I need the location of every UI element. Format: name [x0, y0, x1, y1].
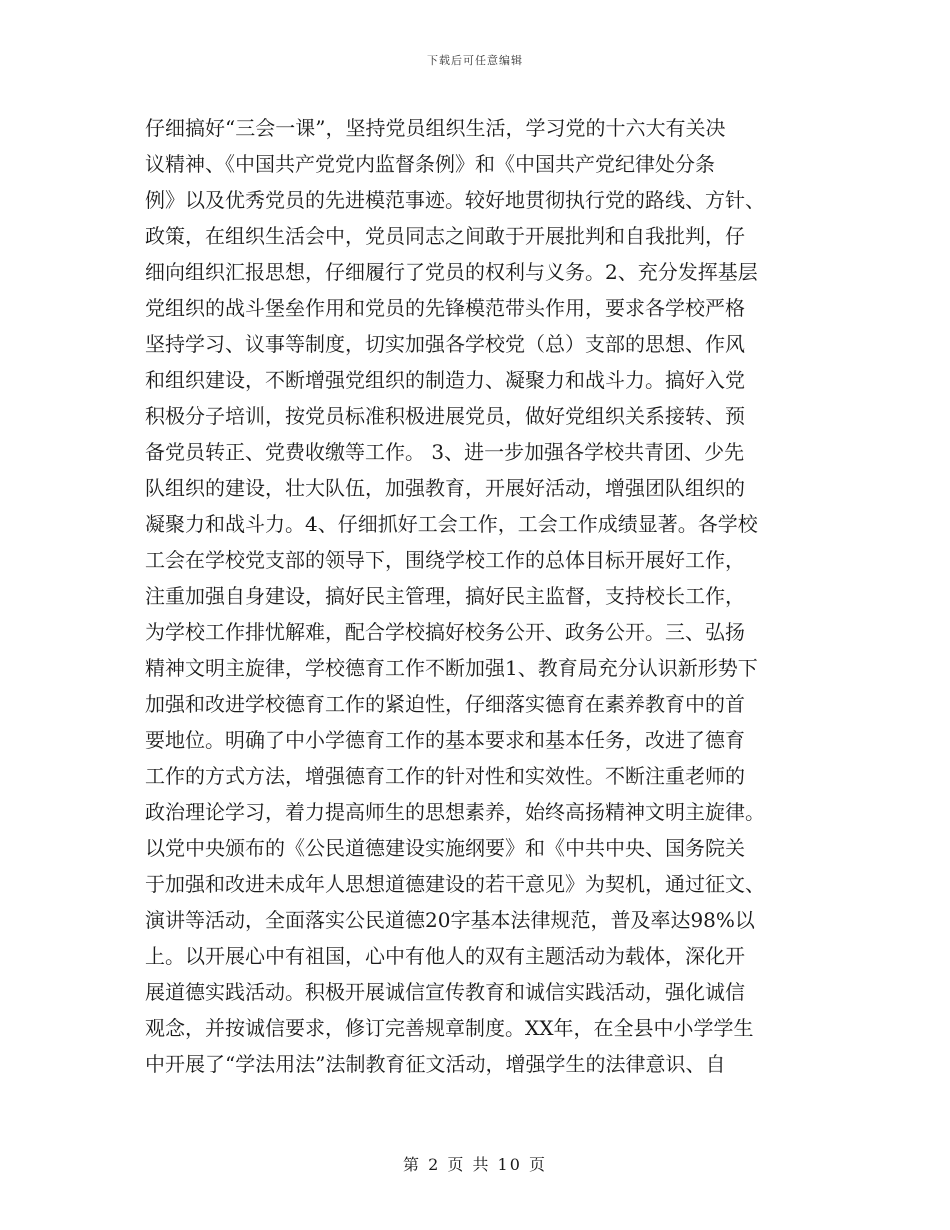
body-line: 工作的方式方法，增强德育工作的针对性和实效性。不断注重老师的 — [145, 764, 745, 788]
body-line: 例》以及优秀党员的先进模范事迹。较好地贯彻执行党的路线、方针、 — [145, 188, 765, 212]
body-line: 政治理论学习，着力提高师生的思想素养，始终高扬精神文明主旋律。 — [145, 800, 765, 824]
body-line: 展道德实践活动。积极开展诚信宣传教育和诚信实践活动，强化诚信 — [145, 980, 745, 1004]
page-number: 第 2 页 共 10 页 — [403, 1155, 547, 1174]
page-header: 下载后可任意编辑 — [427, 54, 523, 67]
body-line: 为学校工作排忧解难，配合学校搞好校务公开、政务公开。三、弘扬 — [145, 620, 745, 644]
body-line: 加强和改进学校德育工作的紧迫性，仔细落实德育在素养教育中的首 — [145, 692, 745, 716]
body-line: 工会在学校党支部的领导下，围绕学校工作的总体目标开展好工作， — [145, 548, 745, 572]
body-line: 仔细搞好“三会一课”，坚持党员组织生活，学习党的十六大有关决 — [145, 116, 726, 140]
body-line: 积极分子培训，按党员标准积极进展党员，做好党组织关系接转、预 — [145, 404, 745, 428]
body-line: 政策，在组织生活会中，党员同志之间敢于开展批判和自我批判，仔 — [145, 224, 745, 248]
body-line: 党组织的战斗堡垒作用和党员的先锋模范带头作用，要求各学校严格 — [145, 296, 745, 320]
body-line: 备党员转正、党费收缴等工作。 3、进一步加强各学校共青团、少先 — [145, 440, 745, 464]
body-line: 和组织建设，不断增强党组织的制造力、凝聚力和战斗力。搞好入党 — [145, 368, 745, 392]
body-line: 要地位。明确了中小学德育工作的基本要求和基本任务，改进了德育 — [145, 728, 745, 752]
body-line: 上。以开展心中有祖国，心中有他人的双有主题活动为载体，深化开 — [145, 944, 745, 968]
body-line: 观念，并按诚信要求，修订完善规章制度。XX年，在全县中小学学生 — [145, 1016, 754, 1040]
body-line: 细向组织汇报思想，仔细履行了党员的权利与义务。2、充分发挥基层 — [145, 260, 758, 284]
body-line: 演讲等活动，全面落实公民道德20字基本法律规范，普及率达98%以 — [145, 908, 755, 932]
body-line: 坚持学习、议事等制度，切实加强各学校党（总）支部的思想、作风 — [145, 332, 745, 356]
body-text — [145, 110, 810, 1082]
body-line: 中开展了“学法用法”法制教育征文活动，增强学生的法律意识、自 — [145, 1052, 726, 1076]
body-line: 议精神、《中国共产党党内监督条例》和《中国共产党纪律处分条 — [145, 152, 715, 176]
body-line: 队组织的建设，壮大队伍，加强教育，开展好活动，增强团队组织的 — [145, 476, 745, 500]
body-line: 注重加强自身建设，搞好民主管理，搞好民主监督，支持校长工作， — [145, 584, 745, 608]
body-line: 于加强和改进未成年人思想道德建设的若干意见》为契机，通过征文、 — [145, 872, 765, 896]
body-line: 凝聚力和战斗力。4、仔细抓好工会工作，工会工作成绩显著。各学校 — [145, 512, 758, 536]
body-line: 以党中央颁布的《公民道德建设实施纲要》和《中共中央、国务院关 — [145, 836, 745, 860]
body-line: 精神文明主旋律，学校德育工作不断加强1、教育局充分认识新形势下 — [145, 656, 758, 680]
